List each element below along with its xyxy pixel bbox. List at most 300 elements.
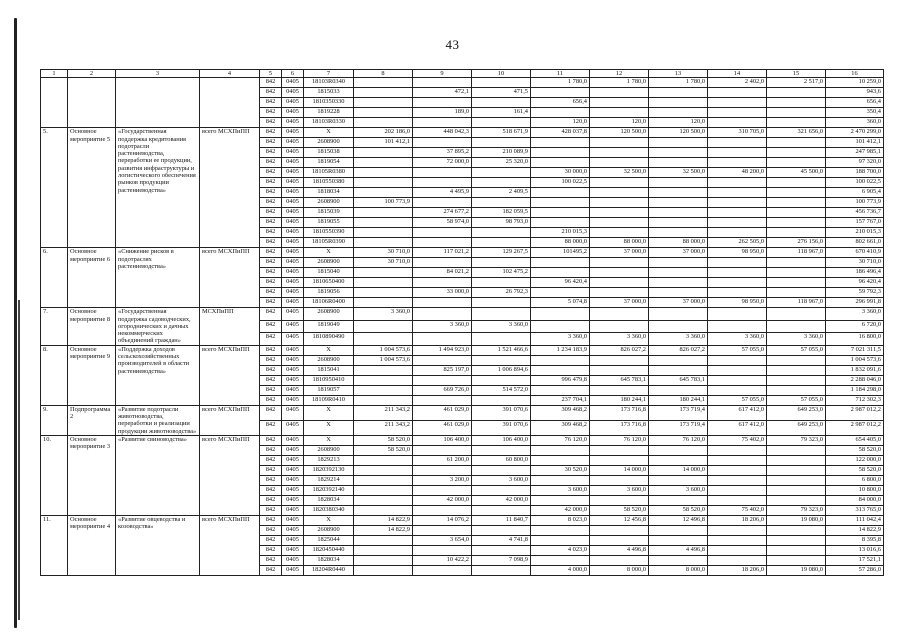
- executor: [200, 78, 260, 128]
- value-year-7: 75 402,0: [708, 505, 767, 515]
- column-header: 15: [767, 70, 826, 78]
- value-year-3: 25 320,0: [472, 158, 531, 168]
- target-article-code: 1819049: [304, 320, 354, 332]
- target-article-code: 18109R0410: [304, 395, 354, 405]
- value-year-6: 37 000,0: [649, 298, 708, 308]
- value-year-3: 42 000,0: [472, 495, 531, 505]
- value-year-3: 106 400,0: [472, 435, 531, 445]
- value-year-4: 120,0: [531, 118, 590, 128]
- value-year-2: [413, 98, 472, 108]
- value-year-8: [767, 148, 826, 158]
- grbs-code: 842: [260, 395, 282, 405]
- grbs-code: 842: [260, 208, 282, 218]
- target-article-code: X: [304, 248, 354, 258]
- value-year-4: 3 600,0: [531, 485, 590, 495]
- target-article-code: 18105R0390: [304, 238, 354, 248]
- value-year-2: 33 000,0: [413, 288, 472, 298]
- value-year-6: [649, 355, 708, 365]
- column-header: 11: [531, 70, 590, 78]
- value-year-4: 210 015,3: [531, 228, 590, 238]
- grbs-code: 842: [260, 118, 282, 128]
- value-year-1: 3 360,0: [354, 308, 413, 320]
- value-year-7: 310 705,0: [708, 128, 767, 138]
- value-total: 57 286,0: [826, 565, 884, 575]
- target-article-code: 1815033: [304, 88, 354, 98]
- value-year-6: [649, 148, 708, 158]
- value-year-8: 118 967,0: [767, 298, 826, 308]
- value-year-3: [472, 445, 531, 455]
- value-total: 247 985,1: [826, 148, 884, 158]
- grbs-code: 842: [260, 535, 282, 545]
- value-year-6: [649, 178, 708, 188]
- value-year-7: [708, 148, 767, 158]
- target-article-code: 2608900: [304, 445, 354, 455]
- value-total: 1 184 298,0: [826, 385, 884, 395]
- value-year-2: [413, 333, 472, 346]
- value-year-3: 4 741,8: [472, 535, 531, 545]
- item-number: 9.: [41, 405, 68, 435]
- value-total: 296 991,8: [826, 298, 884, 308]
- table-row: [41, 248, 884, 258]
- value-year-8: [767, 495, 826, 505]
- value-total: 10 259,0: [826, 78, 884, 88]
- value-year-6: [649, 535, 708, 545]
- section-code: 0405: [282, 495, 304, 505]
- value-year-2: 14 076,2: [413, 515, 472, 525]
- value-year-1: 1 004 573,6: [354, 345, 413, 355]
- grbs-code: 842: [260, 515, 282, 525]
- value-year-4: [531, 525, 590, 535]
- value-year-8: 45 500,0: [767, 168, 826, 178]
- value-year-1: 211 343,2: [354, 420, 413, 435]
- value-year-1: [354, 268, 413, 278]
- value-year-2: 448 042,3: [413, 128, 472, 138]
- value-year-6: [649, 445, 708, 455]
- value-year-7: [708, 475, 767, 485]
- value-year-3: [472, 228, 531, 238]
- value-year-3: 514 572,0: [472, 385, 531, 395]
- value-total: 17 521,1: [826, 555, 884, 565]
- target-article-code: 1819056: [304, 288, 354, 298]
- value-year-8: [767, 365, 826, 375]
- value-year-5: 37 000,0: [590, 298, 649, 308]
- value-total: 16 800,0: [826, 333, 884, 346]
- value-year-7: [708, 545, 767, 555]
- grbs-code: 842: [260, 188, 282, 198]
- target-article-code: 1818034: [304, 188, 354, 198]
- target-article-code: 18105R0380: [304, 168, 354, 178]
- target-article-code: 1829214: [304, 475, 354, 485]
- value-total: 654 405,0: [826, 435, 884, 445]
- value-total: 7 021 311,5: [826, 345, 884, 355]
- value-year-8: [767, 218, 826, 228]
- value-year-7: [708, 495, 767, 505]
- grbs-code: 842: [260, 405, 282, 420]
- section-code: 0405: [282, 258, 304, 268]
- value-year-1: [354, 118, 413, 128]
- value-year-2: [413, 465, 472, 475]
- executor: МСХПиПП: [200, 308, 260, 345]
- item-number: 7.: [41, 308, 68, 345]
- column-header: 1: [41, 70, 68, 78]
- target-article-code: 1810550380: [304, 178, 354, 188]
- value-year-4: 96 420,4: [531, 278, 590, 288]
- value-year-4: [531, 385, 590, 395]
- value-year-5: 12 456,8: [590, 515, 649, 525]
- value-year-5: [590, 320, 649, 332]
- measure-name: Основное мероприятие 5: [68, 128, 116, 248]
- value-year-4: [531, 138, 590, 148]
- item-number: [41, 78, 68, 128]
- value-year-6: [649, 158, 708, 168]
- target-article-code: 2608900: [304, 138, 354, 148]
- item-number: 5.: [41, 128, 68, 248]
- grbs-code: 842: [260, 455, 282, 465]
- table-row: [41, 405, 884, 420]
- value-year-2: 825 197,0: [413, 365, 472, 375]
- column-header: 16: [826, 70, 884, 78]
- value-year-3: [472, 308, 531, 320]
- value-year-1: 100 773,9: [354, 198, 413, 208]
- value-year-5: [590, 98, 649, 108]
- section-code: 0405: [282, 238, 304, 248]
- value-year-4: 309 468,2: [531, 405, 590, 420]
- value-year-3: 98 793,0: [472, 218, 531, 228]
- value-year-5: [590, 218, 649, 228]
- value-year-3: [472, 138, 531, 148]
- value-year-1: 30 710,0: [354, 248, 413, 258]
- section-code: 0405: [282, 88, 304, 98]
- value-year-3: [472, 118, 531, 128]
- measure-description: «Развитие подотрасли животноводства, переработки и реализации продукции животноводства»: [116, 405, 200, 435]
- value-year-7: [708, 178, 767, 188]
- value-year-3: [472, 565, 531, 575]
- value-year-7: [708, 218, 767, 228]
- value-total: 188 700,0: [826, 168, 884, 178]
- measure-description: «Поддержка доходов сельскохозяйственных производителей в области растениеводства»: [116, 345, 200, 405]
- executor: всего МСХПиПП: [200, 515, 260, 575]
- value-year-7: 3 360,0: [708, 333, 767, 346]
- value-year-8: 118 967,0: [767, 248, 826, 258]
- grbs-code: 842: [260, 258, 282, 268]
- value-year-6: 76 120,0: [649, 435, 708, 445]
- value-year-7: 57 055,0: [708, 345, 767, 355]
- value-year-6: [649, 98, 708, 108]
- value-year-6: [649, 138, 708, 148]
- value-year-8: 2 517,0: [767, 78, 826, 88]
- section-code: 0405: [282, 320, 304, 332]
- grbs-code: 842: [260, 288, 282, 298]
- value-total: 8 395,8: [826, 535, 884, 545]
- value-year-2: [413, 178, 472, 188]
- value-year-2: [413, 138, 472, 148]
- section-code: 0405: [282, 78, 304, 88]
- value-year-1: [354, 455, 413, 465]
- column-header: 7: [304, 70, 354, 78]
- table-row: [41, 308, 884, 320]
- value-year-2: 37 895,2: [413, 148, 472, 158]
- grbs-code: 842: [260, 420, 282, 435]
- grbs-code: 842: [260, 158, 282, 168]
- value-year-1: 14 822,9: [354, 515, 413, 525]
- value-year-7: [708, 375, 767, 385]
- value-year-3: [472, 198, 531, 208]
- value-year-6: 645 783,1: [649, 375, 708, 385]
- section-code: 0405: [282, 228, 304, 238]
- value-year-4: [531, 268, 590, 278]
- target-article-code: 1820380340: [304, 505, 354, 515]
- value-total: 943,6: [826, 88, 884, 98]
- section-code: 0405: [282, 108, 304, 118]
- grbs-code: 842: [260, 505, 282, 515]
- section-code: 0405: [282, 288, 304, 298]
- value-year-2: 84 021,2: [413, 268, 472, 278]
- grbs-code: 842: [260, 565, 282, 575]
- value-year-2: [413, 278, 472, 288]
- measure-description: «Снижение рисков в подотраслях растениеводства»: [116, 248, 200, 308]
- value-year-6: [649, 455, 708, 465]
- binder-edge-line-inner: [18, 300, 20, 620]
- value-year-6: [649, 365, 708, 375]
- target-article-code: 1820450440: [304, 545, 354, 555]
- value-year-8: [767, 385, 826, 395]
- section-code: 0405: [282, 435, 304, 445]
- value-year-4: 76 120,0: [531, 435, 590, 445]
- measure-description: «Государственная поддержка кредитования подотрасли растениеводства, переработки ее продукции, развития инфраструктуры и логистического обеспечения рынков продукции растениеводства»: [116, 128, 200, 248]
- value-year-3: 518 671,9: [472, 128, 531, 138]
- value-year-2: 3 360,0: [413, 320, 472, 332]
- value-year-2: 106 400,0: [413, 435, 472, 445]
- value-year-2: [413, 238, 472, 248]
- value-year-1: 30 710,0: [354, 258, 413, 268]
- section-code: 0405: [282, 138, 304, 148]
- value-year-1: 14 822,9: [354, 525, 413, 535]
- value-year-1: [354, 555, 413, 565]
- grbs-code: 842: [260, 333, 282, 346]
- target-article-code: 1828034: [304, 555, 354, 565]
- value-year-4: 100 022,5: [531, 178, 590, 188]
- value-year-5: [590, 525, 649, 535]
- table-row: [41, 128, 884, 138]
- section-code: 0405: [282, 345, 304, 355]
- value-year-1: [354, 88, 413, 98]
- value-year-1: [354, 288, 413, 298]
- value-year-2: [413, 395, 472, 405]
- value-year-1: [354, 218, 413, 228]
- value-year-4: 4 023,0: [531, 545, 590, 555]
- target-article-code: 1819054: [304, 158, 354, 168]
- target-article-code: 2608900: [304, 355, 354, 365]
- value-year-7: [708, 288, 767, 298]
- value-total: 1 832 091,6: [826, 365, 884, 375]
- value-year-7: 2 402,0: [708, 78, 767, 88]
- column-header: 6: [282, 70, 304, 78]
- value-year-2: [413, 485, 472, 495]
- value-year-5: [590, 308, 649, 320]
- value-total: 313 765,0: [826, 505, 884, 515]
- value-year-4: [531, 320, 590, 332]
- executor: всего МСХПиПП: [200, 435, 260, 515]
- value-total: 100 022,5: [826, 178, 884, 188]
- section-code: 0405: [282, 405, 304, 420]
- value-year-6: 173 719,4: [649, 405, 708, 420]
- grbs-code: 842: [260, 365, 282, 375]
- section-code: 0405: [282, 555, 304, 565]
- value-year-3: [472, 298, 531, 308]
- value-total: 456 736,7: [826, 208, 884, 218]
- value-year-1: [354, 178, 413, 188]
- value-total: 210 015,3: [826, 228, 884, 238]
- value-total: 802 661,0: [826, 238, 884, 248]
- value-year-3: 7 098,9: [472, 555, 531, 565]
- value-year-2: [413, 198, 472, 208]
- section-code: 0405: [282, 118, 304, 128]
- value-year-7: [708, 365, 767, 375]
- column-number-row: [41, 70, 884, 78]
- measure-name: Основное мероприятие 4: [68, 515, 116, 575]
- value-year-6: 120 500,0: [649, 128, 708, 138]
- value-year-8: [767, 485, 826, 495]
- value-year-6: [649, 308, 708, 320]
- value-year-4: 1 780,0: [531, 78, 590, 88]
- value-year-1: [354, 188, 413, 198]
- value-year-1: [354, 395, 413, 405]
- value-year-5: 32 500,0: [590, 168, 649, 178]
- target-article-code: 1810650400: [304, 278, 354, 288]
- value-total: 157 767,0: [826, 218, 884, 228]
- value-year-6: 4 496,8: [649, 545, 708, 555]
- value-year-5: [590, 555, 649, 565]
- target-article-code: 2608900: [304, 308, 354, 320]
- value-year-2: [413, 308, 472, 320]
- value-year-5: [590, 445, 649, 455]
- value-year-6: [649, 320, 708, 332]
- value-total: 2 288 046,0: [826, 375, 884, 385]
- value-year-5: [590, 278, 649, 288]
- value-year-1: [354, 298, 413, 308]
- value-total: 101 412,1: [826, 138, 884, 148]
- value-year-5: 4 496,8: [590, 545, 649, 555]
- value-year-6: [649, 268, 708, 278]
- grbs-code: 842: [260, 268, 282, 278]
- value-year-3: [472, 355, 531, 365]
- value-year-1: [354, 505, 413, 515]
- value-year-4: [531, 198, 590, 208]
- target-article-code: X: [304, 435, 354, 445]
- value-year-5: [590, 385, 649, 395]
- value-year-5: 3 600,0: [590, 485, 649, 495]
- value-total: 97 320,0: [826, 158, 884, 168]
- target-article-code: 2608900: [304, 525, 354, 535]
- grbs-code: 842: [260, 385, 282, 395]
- column-header: 10: [472, 70, 531, 78]
- value-year-1: [354, 78, 413, 88]
- grbs-code: 842: [260, 485, 282, 495]
- value-year-7: 262 505,0: [708, 238, 767, 248]
- section-code: 0405: [282, 218, 304, 228]
- section-code: 0405: [282, 485, 304, 495]
- value-year-3: 182 059,5: [472, 208, 531, 218]
- value-year-2: 461 029,0: [413, 405, 472, 420]
- value-year-8: [767, 455, 826, 465]
- value-year-7: [708, 308, 767, 320]
- value-year-5: [590, 228, 649, 238]
- measure-description: [116, 78, 200, 128]
- value-year-2: [413, 375, 472, 385]
- value-year-4: 8 023,0: [531, 515, 590, 525]
- target-article-code: 1819228: [304, 108, 354, 118]
- grbs-code: 842: [260, 238, 282, 248]
- target-article-code: 1810550390: [304, 228, 354, 238]
- value-year-6: 32 500,0: [649, 168, 708, 178]
- value-year-3: 2 409,5: [472, 188, 531, 198]
- value-year-1: [354, 475, 413, 485]
- executor: всего МСХПиПП: [200, 345, 260, 405]
- value-year-2: [413, 228, 472, 238]
- value-total: 96 420,4: [826, 278, 884, 288]
- value-year-2: [413, 168, 472, 178]
- value-year-7: [708, 108, 767, 118]
- section-code: 0405: [282, 505, 304, 515]
- value-year-4: [531, 355, 590, 365]
- grbs-code: 842: [260, 495, 282, 505]
- value-year-1: [354, 535, 413, 545]
- value-year-8: [767, 98, 826, 108]
- section-code: 0405: [282, 178, 304, 188]
- column-header: 12: [590, 70, 649, 78]
- value-year-1: 58 520,0: [354, 435, 413, 445]
- value-total: 2 470 299,0: [826, 128, 884, 138]
- section-code: 0405: [282, 248, 304, 258]
- value-year-1: 202 186,0: [354, 128, 413, 138]
- value-year-8: [767, 545, 826, 555]
- value-year-1: [354, 98, 413, 108]
- grbs-code: 842: [260, 525, 282, 535]
- value-year-5: 120 500,0: [590, 128, 649, 138]
- value-year-8: [767, 198, 826, 208]
- value-year-2: [413, 258, 472, 268]
- value-year-8: [767, 308, 826, 320]
- section-code: 0405: [282, 298, 304, 308]
- value-year-8: 649 253,0: [767, 405, 826, 420]
- value-year-5: 173 716,8: [590, 405, 649, 420]
- target-article-code: 1815040: [304, 268, 354, 278]
- value-year-4: 428 037,8: [531, 128, 590, 138]
- value-total: 84 000,0: [826, 495, 884, 505]
- value-year-4: [531, 188, 590, 198]
- value-year-2: [413, 545, 472, 555]
- value-year-4: [531, 258, 590, 268]
- grbs-code: 842: [260, 228, 282, 238]
- value-year-8: [767, 258, 826, 268]
- target-article-code: 2608900: [304, 198, 354, 208]
- value-year-2: 3 654,0: [413, 535, 472, 545]
- value-year-5: 88 000,0: [590, 238, 649, 248]
- value-year-6: 8 000,0: [649, 565, 708, 575]
- table-row: [41, 345, 884, 355]
- value-year-3: 161,4: [472, 108, 531, 118]
- value-year-1: [354, 495, 413, 505]
- grbs-code: 842: [260, 545, 282, 555]
- value-year-2: [413, 118, 472, 128]
- value-year-7: [708, 98, 767, 108]
- value-year-2: [413, 525, 472, 535]
- value-total: 58 520,0: [826, 445, 884, 455]
- measure-description: «Государственная поддержка садоводческих, огороднических и дачных некоммерческих объединений граждан»: [116, 308, 200, 345]
- value-year-4: [531, 88, 590, 98]
- value-total: 100 773,9: [826, 198, 884, 208]
- value-year-4: [531, 365, 590, 375]
